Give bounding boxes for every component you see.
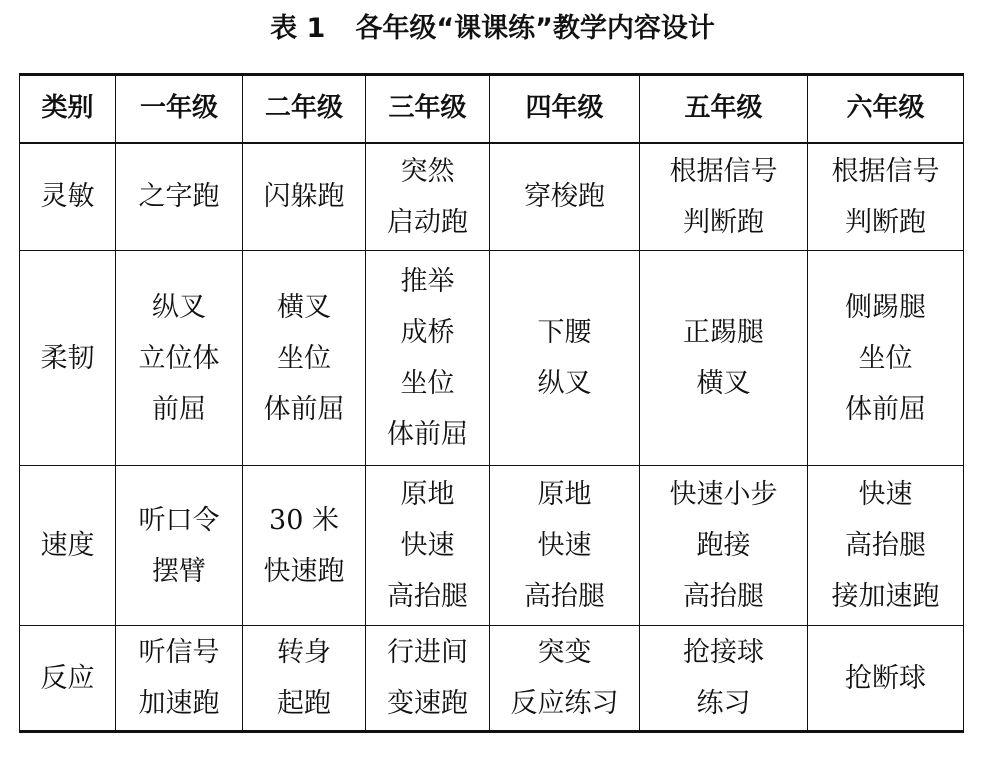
cell-text-line: 体前屈 <box>387 419 468 450</box>
cell-text-line: 下腰 <box>537 317 592 348</box>
cell-text-line: 纵叉 <box>537 368 592 399</box>
header-row <box>20 75 964 143</box>
table-row <box>20 626 964 732</box>
cell-text-line: 快速小步 <box>669 479 778 510</box>
category-cell: 柔韧 <box>20 251 116 466</box>
content-cell-grade-6 <box>808 143 964 251</box>
content-cell-grade-3 <box>366 251 490 466</box>
cell-text-line: 根据信号 <box>669 155 778 187</box>
cell-text-line: 原地 <box>400 479 455 510</box>
cell-text-line: 高抬腿 <box>683 581 764 612</box>
content-cell-grade-1 <box>116 143 243 251</box>
cell-text-line: 抢接球 <box>683 637 764 668</box>
content-cell-grade-6 <box>808 466 964 626</box>
table-title: 各年级“课课练”教学内容设计 <box>355 13 715 44</box>
header-cell-grade-5: 五年级 <box>640 75 808 143</box>
cell-text-line: 侧踢腿 <box>845 291 926 323</box>
cell-text-line: 快速跑 <box>263 555 345 587</box>
cell-text-line: 接加速跑 <box>831 581 940 612</box>
cell-text-line: 闪躲跑 <box>263 181 345 213</box>
cell-text-line: 高抬腿 <box>387 581 468 612</box>
category-cell: 反应 <box>20 626 116 732</box>
content-cell-grade-1 <box>116 251 243 466</box>
header-cell-category: 类别 <box>20 75 116 143</box>
cell-text-line: 根据信号 <box>831 155 940 187</box>
cell-text-line: 突然 <box>400 155 455 187</box>
cell-text-line: 摆臂 <box>152 555 206 587</box>
content-cell-grade-2 <box>243 251 366 466</box>
cell-text-line: 判断跑 <box>845 206 926 238</box>
cell-text-line: 体前屈 <box>845 393 926 425</box>
header-cell-grade-6: 六年级 <box>808 75 964 143</box>
cell-text-line: 高抬腿 <box>524 581 605 612</box>
cell-text-line: 听口令 <box>138 504 220 536</box>
category-cell: 灵敏 <box>20 143 116 251</box>
category-cell: 速度 <box>20 466 116 626</box>
cell-text-line: 听信号 <box>138 637 220 668</box>
cell-text-line: 反应练习 <box>510 688 619 719</box>
cell-text-line: 加速跑 <box>138 688 220 719</box>
cell-text-line: 坐位 <box>277 342 331 374</box>
cell-text-line: 突变 <box>537 637 592 668</box>
cell-text-line: 高抬腿 <box>845 530 926 561</box>
cell-text-line: 起跑 <box>277 688 331 719</box>
table-number: 表 1 <box>270 13 326 44</box>
cell-text-line: 原地 <box>537 479 592 510</box>
cell-text-line: 练习 <box>696 688 751 719</box>
cell-text-line: 体前屈 <box>263 393 345 425</box>
content-cell-grade-6 <box>808 251 964 466</box>
content-table <box>19 73 964 733</box>
cell-text-line: 坐位 <box>858 342 913 374</box>
cell-text-line: 30 米 <box>269 504 339 536</box>
header-cell-grade-4: 四年级 <box>490 75 640 143</box>
table-caption <box>0 8 985 50</box>
cell-text-line: 变速跑 <box>387 688 468 719</box>
cell-text-line: 正踢腿 <box>683 317 764 348</box>
table-row <box>20 251 964 466</box>
cell-text-line: 横叉 <box>696 368 751 399</box>
table-row <box>20 466 964 626</box>
cell-text-line: 坐位 <box>400 368 455 399</box>
cell-text-line: 跑接 <box>696 530 751 561</box>
cell-text-line: 之字跑 <box>138 181 220 213</box>
cell-text-line: 穿梭跑 <box>524 181 605 213</box>
header-cell-grade-1: 一年级 <box>116 75 243 143</box>
cell-text-line: 抢断球 <box>845 662 926 694</box>
cell-text-line: 启动跑 <box>387 206 468 238</box>
content-cell-grade-1 <box>116 626 243 732</box>
content-cell-grade-3 <box>366 626 490 732</box>
content-cell-grade-5 <box>640 251 808 466</box>
content-cell-grade-6 <box>808 626 964 732</box>
content-cell-grade-3 <box>366 466 490 626</box>
content-cell-grade-4 <box>490 466 640 626</box>
cell-text-line: 成桥 <box>400 317 455 348</box>
cell-text-line: 快速 <box>537 530 592 561</box>
content-cell-grade-5 <box>640 143 808 251</box>
cell-text-line: 快速 <box>400 530 455 561</box>
cell-text-line: 转身 <box>277 637 331 668</box>
content-cell-grade-2 <box>243 466 366 626</box>
cell-text-line: 纵叉 <box>152 291 206 323</box>
cell-text-line: 行进间 <box>387 637 468 668</box>
header-cell-grade-2: 二年级 <box>243 75 366 143</box>
content-cell-grade-4 <box>490 251 640 466</box>
content-cell-grade-4 <box>490 143 640 251</box>
content-cell-grade-3 <box>366 143 490 251</box>
cell-text-line: 横叉 <box>277 291 331 323</box>
cell-text-line: 前屈 <box>152 393 206 425</box>
header-cell-grade-3: 三年级 <box>366 75 490 143</box>
content-cell-grade-2 <box>243 143 366 251</box>
content-cell-grade-5 <box>640 466 808 626</box>
cell-text-line: 快速 <box>858 479 913 510</box>
content-cell-grade-2 <box>243 626 366 732</box>
content-cell-grade-5 <box>640 626 808 732</box>
cell-text-line: 推举 <box>400 266 455 297</box>
cell-text-line: 判断跑 <box>683 206 764 238</box>
cell-text-line: 立位体 <box>138 342 220 374</box>
content-cell-grade-1 <box>116 466 243 626</box>
content-cell-grade-4 <box>490 626 640 732</box>
table-row <box>20 143 964 251</box>
